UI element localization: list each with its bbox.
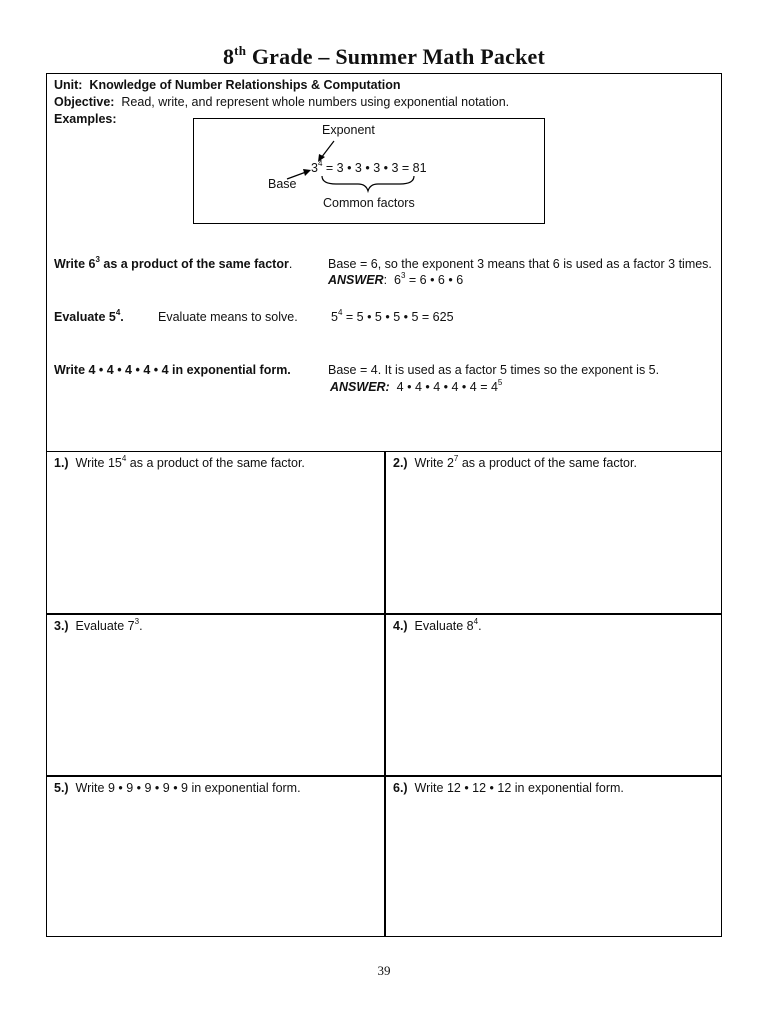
problem-4-cell[interactable] [386,615,722,775]
common-factors-label: Common factors [323,196,415,210]
objective-text: Read, write, and represent whole numbers using exponential notation. [121,95,510,109]
intro-section [47,74,721,452]
example1-prompt-b: as a product of the same factor [99,257,289,271]
example1-answer-colon: : [383,273,388,287]
exponent-diagram [193,118,545,224]
example1-prompt-c: . [288,257,293,271]
worksheet-frame [46,73,722,937]
problem-5-text-a: Write 9 • 9 • 9 • 9 • 9 in exponential form. [75,781,301,795]
problem-6-cell[interactable] [386,777,722,935]
problem-3-text-a: Evaluate 7 [75,619,135,633]
example2-work-a: 5 [331,310,338,324]
base-arrowhead [303,169,311,176]
example1-prompt-a: Write 6 [54,257,96,271]
page-title [0,44,768,70]
example2-prompt-b: . [120,310,124,324]
example3-answer-exp: 5 [497,377,503,387]
problem-4-text-a: Evaluate 8 [414,619,474,633]
example1-answer-b: = 6 • 6 • 6 [405,273,464,287]
example2-prompt-exp: 4 [115,307,121,317]
example3-answer [330,377,503,394]
problem-1-text-b: as a product of the same factor. [126,456,305,470]
example3-explanation: Base = 4. It is used as a factor 5 times so the exponent is 5. [328,363,660,377]
problem-2-text-a: Write 2 [414,456,454,470]
problem-1-number: 1.) [54,456,69,470]
example1-answer-a: 6 [394,273,401,287]
objective-label: Objective: [54,95,115,109]
exponent-arrow [321,141,334,158]
diagram-exponent-number: 4 [317,158,323,168]
example2-prompt-a: Evaluate 5 [54,310,116,324]
example3-prompt: Write 4 • 4 • 4 • 4 • 4 in exponential form. [54,363,291,377]
example3-answer-label: ANSWER: [330,380,390,394]
title-grade: 8 [222,44,235,69]
examples-label: Examples: [54,112,117,126]
example1-prompt-exp: 3 [95,254,100,264]
diagram-base-number: 3 [311,161,318,175]
problem-2-cell[interactable] [386,452,722,613]
example2-prompt [54,307,124,324]
problem-2-number: 2.) [393,456,408,470]
problem-4-text-b: . [478,619,482,633]
unit-line [54,78,401,92]
unit-label: Unit: [54,78,83,92]
diagram-equation [311,158,427,175]
problem-3-cell[interactable] [47,615,384,775]
example2-work [331,307,454,324]
example1-answer-label: ANSWER [328,273,384,287]
problem-6-text-a: Write 12 • 12 • 12 in exponential form. [414,781,624,795]
problem-3-text-b: . [139,619,143,633]
example1-explanation: Base = 6, so the exponent 3 means that 6 is used as a factor 3 times. [328,257,712,271]
problem-4-exp: 4 [473,616,479,626]
title-text: Grade – Summer Math Packet [246,44,546,69]
problem-6-number: 6.) [393,781,408,795]
problem-5-number: 5.) [54,781,69,795]
title-suffix: th [234,42,247,58]
example1-answer [328,270,464,287]
example1-prompt [54,254,293,271]
problem-1-text-a: Write 15 [75,456,122,470]
problem-5-cell[interactable] [47,777,384,935]
problem-4-number: 4.) [393,619,408,633]
common-factors-brace [322,176,414,191]
problem-2-exp: 7 [453,453,459,463]
page-number: 39 [377,963,391,978]
problem-grid [47,451,721,936]
example2-work-exp: 4 [337,307,343,317]
diagram-equation-rest: = 3 • 3 • 3 • 3 = 81 [322,161,427,175]
example3-answer-a: 4 • 4 • 4 • 4 • 4 = 4 [396,380,498,394]
unit-text: Knowledge of Number Relationships & Computation [89,78,401,92]
problem-2-text-b: as a product of the same factor. [458,456,637,470]
problem-1-exp: 4 [121,453,127,463]
objective-line [54,95,509,109]
problem-3-number: 3.) [54,619,69,633]
base-label: Base [268,177,297,191]
problem-3-exp: 3 [134,616,140,626]
example1-answer-exp: 3 [400,270,406,280]
example2-note: Evaluate means to solve. [158,310,298,324]
problem-1-cell[interactable] [47,452,384,613]
example2-work-b: = 5 • 5 • 5 • 5 = 625 [342,310,454,324]
exponent-label: Exponent [322,123,375,137]
